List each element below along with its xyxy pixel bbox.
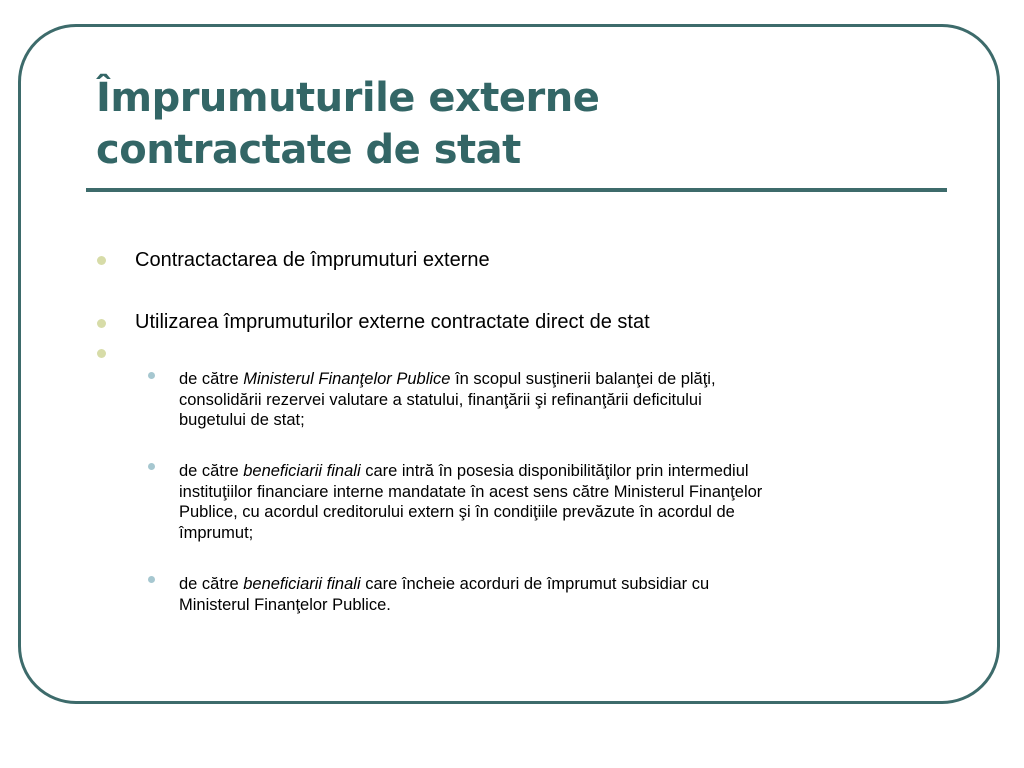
sub-bullet-line: Publice, cu acordul creditorului extern şi în condiţiile prevăzute în acordul de <box>179 503 735 521</box>
sub-bullet-line: Ministerul Finanţelor Publice. <box>179 595 391 614</box>
sub-bullet-line: instituţiilor financiare interne mandatate în acest sens către Ministerul Finanţelor <box>179 482 763 501</box>
sub-bullet-line: de către beneficiarii finali care intră în posesia disponibilităţilor prin intermediul <box>179 462 749 480</box>
sub-bullet-icon <box>148 463 155 470</box>
sub-bullet-final-beneficiaries-1 <box>179 461 969 543</box>
sub-bullet-line: împrumut; <box>179 523 254 542</box>
sub-bullet-icon <box>148 576 155 583</box>
bullet-icon <box>97 319 106 328</box>
bullet-item-borrowing: Contractactarea de împrumuturi externe <box>135 249 490 271</box>
sub-bullet-icon <box>148 372 155 379</box>
bullet-icon <box>97 256 106 265</box>
sub-bullet-line: de către beneficiarii finali care încheie acorduri de împrumut subsidiar cu <box>179 575 710 593</box>
sub-bullet-ministry <box>179 369 969 431</box>
sub-bullet-final-beneficiaries-2 <box>179 574 969 615</box>
bullet-icon-empty-item <box>97 349 106 358</box>
sub-bullet-line: bugetului de stat; <box>179 411 305 429</box>
sub-bullet-line: consolidării rezervei valutare a statului, finanţării şi refinanţării deficitului <box>179 390 702 409</box>
bullet-item-usage: Utilizarea împrumuturilor externe contractate direct de stat <box>135 311 650 333</box>
title-line-2: contractate de stat <box>96 127 521 173</box>
title-line-1: Împrumuturile externe <box>96 75 600 121</box>
sub-bullet-line: de către Ministerul Finanţelor Publice în scopul susţinerii balanţei de plăţi, <box>179 370 716 388</box>
